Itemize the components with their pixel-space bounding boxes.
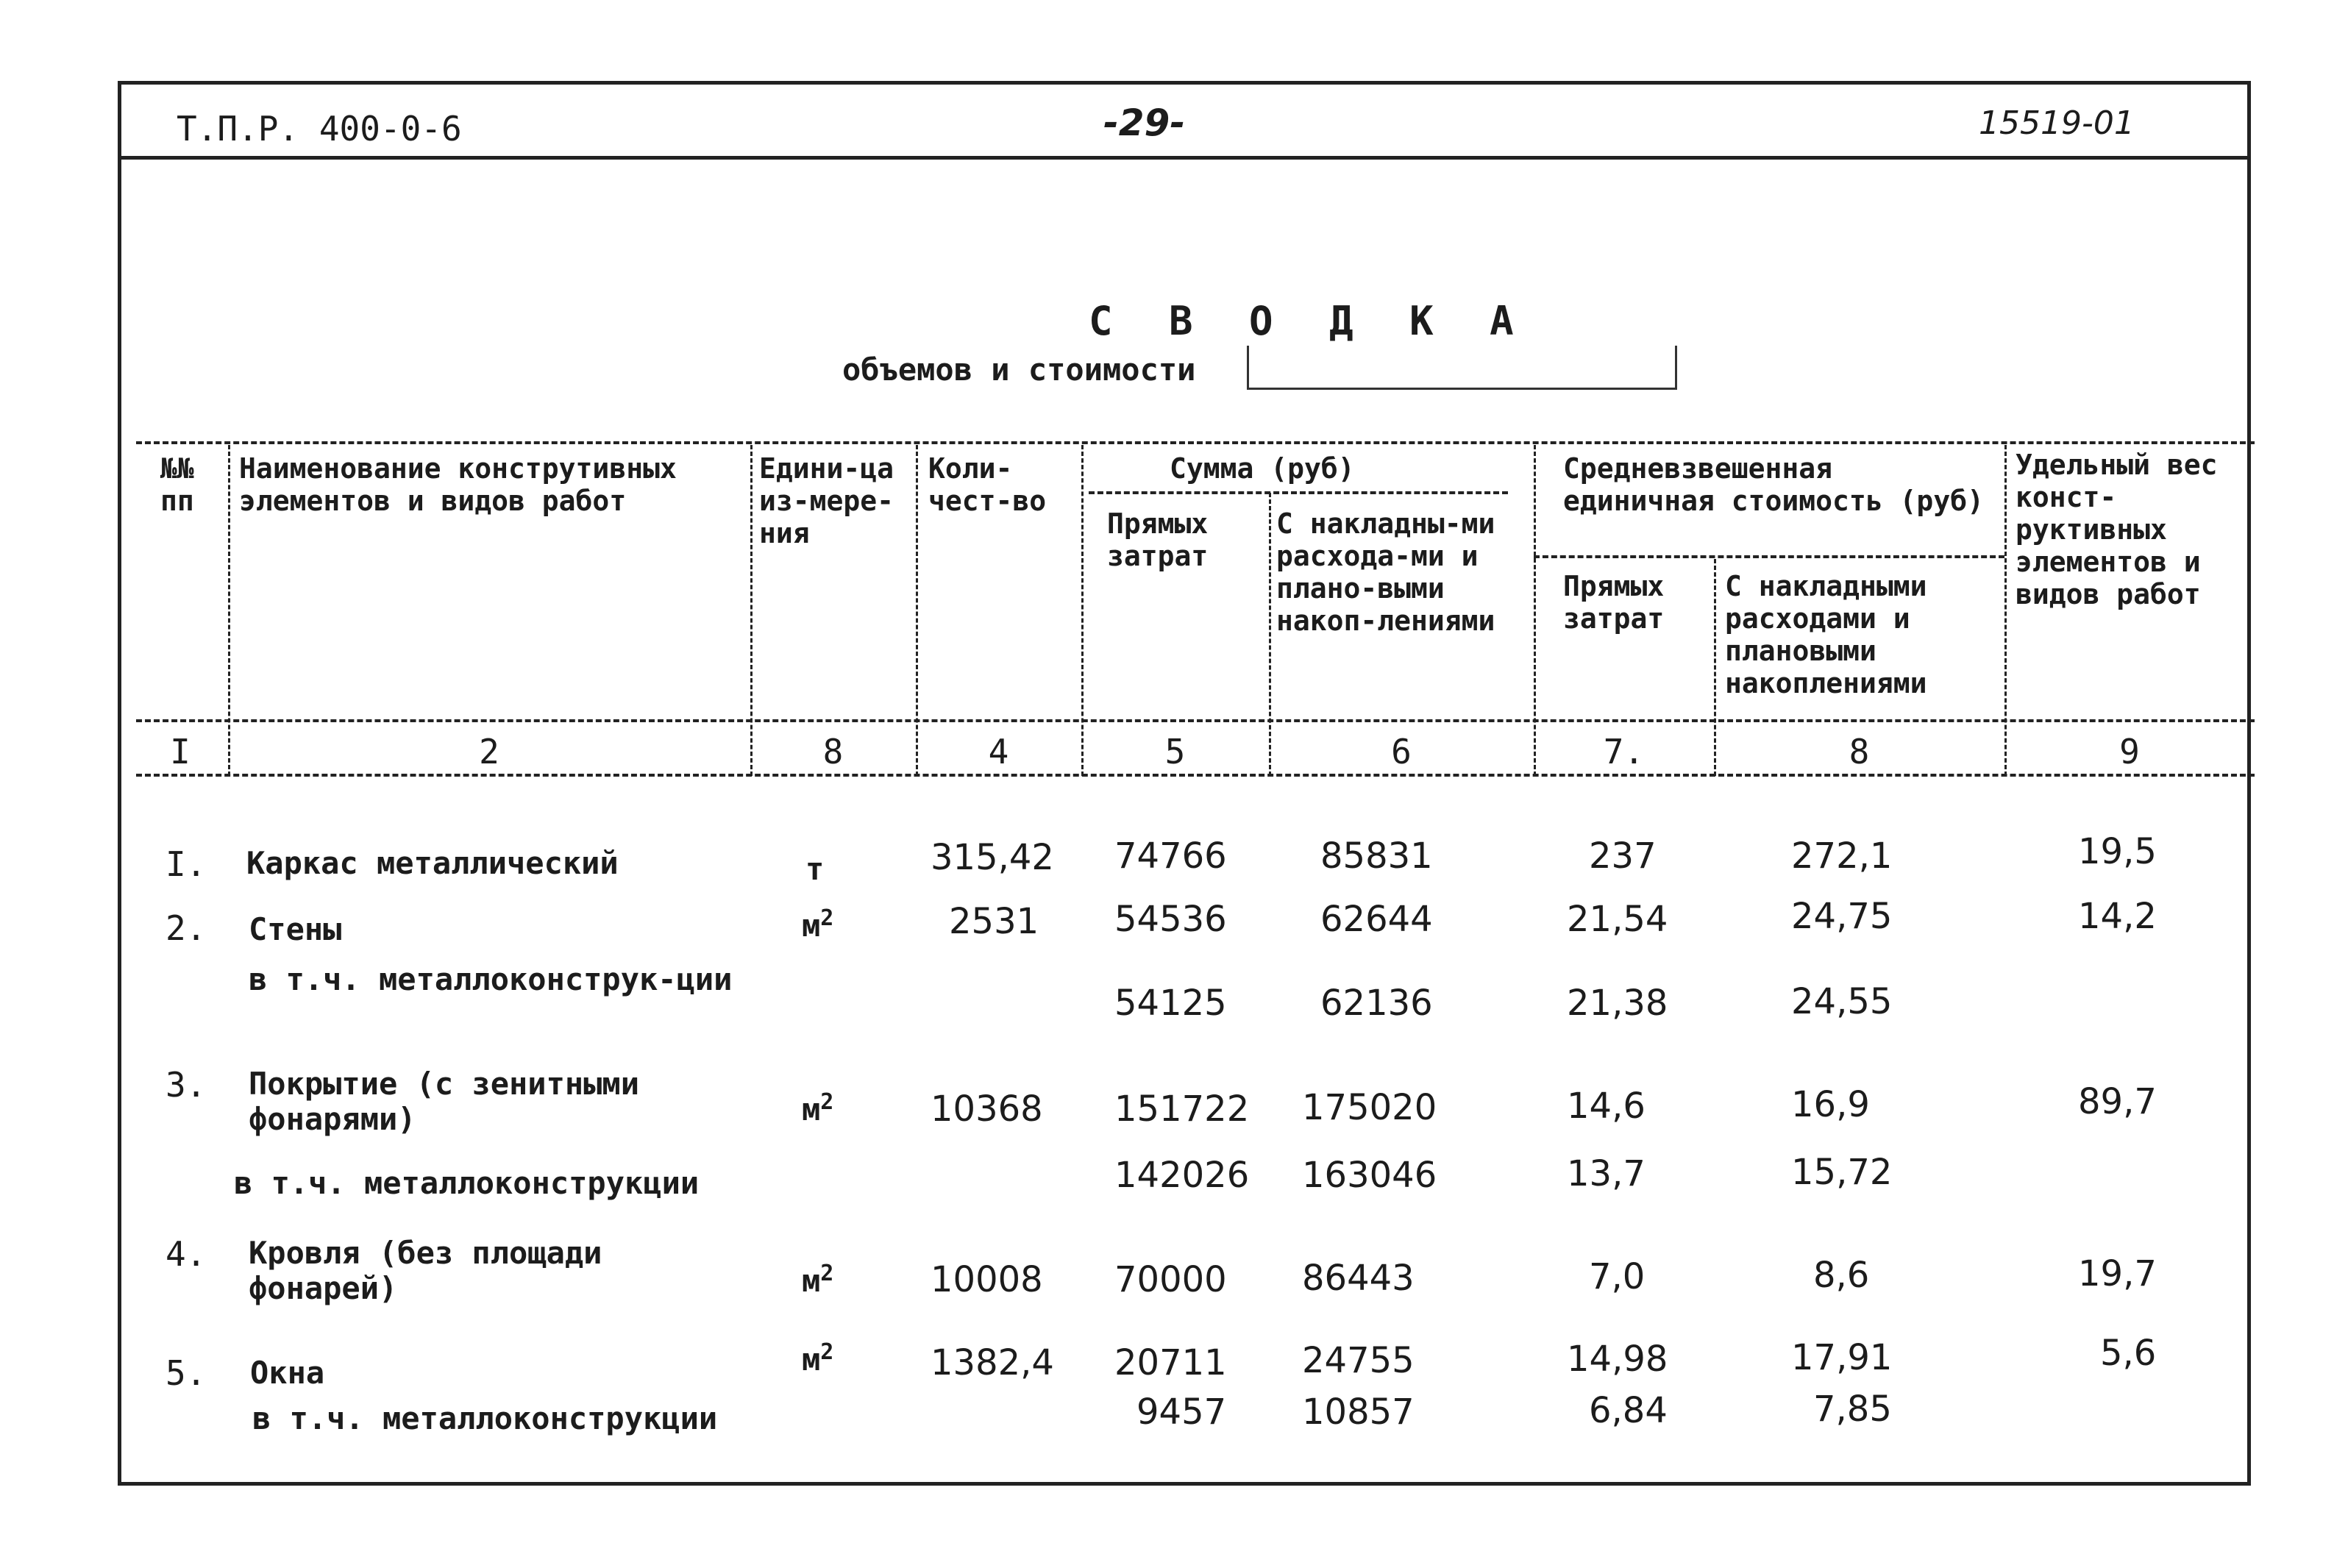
- sum-group-rule: [1089, 491, 1508, 494]
- header-col-5: Прямых затрат: [1107, 507, 1209, 572]
- col-divider: [916, 445, 918, 776]
- column-number: 5: [1164, 732, 1186, 771]
- row-number: I.: [166, 844, 207, 884]
- column-number: I: [170, 732, 191, 771]
- header-sum-group: Сумма (руб): [1170, 452, 1355, 485]
- row-name: Кровля (без площади фонарей): [249, 1235, 602, 1306]
- row-avg-direct: 6,84: [1589, 1390, 1668, 1431]
- row-name: Каркас металлический: [246, 845, 619, 881]
- page-number: -29-: [1103, 101, 1186, 144]
- header-col-6: С накладны-ми расхода-ми и плано-выми накоп-лениями: [1276, 507, 1495, 637]
- row-avg-direct: 21,54: [1567, 899, 1668, 940]
- row-direct-cost: 9457: [1136, 1391, 1227, 1433]
- row-unit: $м^2$: [802, 1261, 834, 1299]
- row-number: 3.: [166, 1065, 207, 1105]
- header-avg-group: Средневзвешенная единичная стоимость (руб): [1563, 452, 1984, 517]
- blank-field: [1247, 346, 1677, 390]
- column-number: 8: [822, 732, 844, 771]
- row-avg-direct: 13,7: [1567, 1153, 1646, 1194]
- row-unit: т: [805, 851, 825, 887]
- row-quantity: 1382,4: [931, 1342, 1054, 1383]
- row-share: 89,7: [2078, 1081, 2157, 1122]
- row-number: 4.: [166, 1234, 207, 1274]
- row-number: 5.: [166, 1353, 207, 1393]
- row-unit: $м^2$: [802, 905, 834, 944]
- header-col-7: Прямых затрат: [1563, 570, 1665, 635]
- row-direct-cost: 54536: [1114, 899, 1227, 940]
- row-quantity: 10368: [931, 1088, 1043, 1130]
- header-mid-rule: [136, 719, 2255, 722]
- header-rule: [118, 156, 2251, 160]
- col-divider: [750, 445, 753, 776]
- row-direct-cost: 74766: [1114, 835, 1227, 877]
- row-name: Окна: [250, 1355, 325, 1391]
- col-divider: [1269, 493, 1271, 776]
- row-avg-overhead: 24,75: [1791, 896, 1893, 937]
- column-number: 4: [988, 732, 1009, 771]
- col-divider: [2004, 445, 2007, 776]
- column-number: 6: [1391, 732, 1412, 771]
- row-avg-overhead: 7,85: [1813, 1389, 1892, 1430]
- row-overhead-cost: 10857: [1302, 1391, 1415, 1433]
- col-divider: [228, 445, 230, 776]
- row-overhead-cost: 85831: [1320, 835, 1433, 877]
- header-col-2: Наименование конструтивных элементов и видов работ: [239, 452, 677, 517]
- row-overhead-cost: 24755: [1302, 1340, 1415, 1381]
- row-unit: $м^2$: [802, 1339, 834, 1378]
- row-overhead-cost: 175020: [1302, 1087, 1437, 1128]
- row-avg-direct: 14,98: [1567, 1339, 1668, 1380]
- col-divider: [1534, 445, 1536, 776]
- row-avg-overhead: 15,72: [1791, 1152, 1893, 1193]
- row-name: Стены: [249, 911, 342, 947]
- row-overhead-cost: 163046: [1302, 1155, 1437, 1196]
- column-number: 7.: [1603, 732, 1645, 771]
- row-name: Покрытие (с зенитными фонарями): [249, 1066, 640, 1137]
- column-number: 2: [479, 732, 499, 771]
- row-avg-overhead: 17,91: [1791, 1337, 1893, 1378]
- header-col-1: №№ пп: [160, 452, 194, 517]
- document-code: Т.П.Р. 400-0-6: [177, 109, 462, 149]
- row-avg-overhead: 8,6: [1813, 1255, 1870, 1296]
- row-quantity: 315,42: [931, 837, 1054, 878]
- row-number: 2.: [166, 908, 207, 948]
- avg-group-rule: [1534, 555, 2004, 558]
- col-divider: [1714, 559, 1716, 776]
- column-number: 8: [1849, 732, 1870, 771]
- row-share: 5,6: [2100, 1333, 2157, 1374]
- row-avg-overhead: 272,1: [1791, 835, 1893, 877]
- row-quantity: 2531: [949, 901, 1039, 942]
- row-overhead-cost: 62136: [1320, 983, 1433, 1024]
- row-avg-direct: 7,0: [1589, 1256, 1646, 1297]
- header-col-4: Коли-чест-во: [928, 452, 1047, 517]
- row-avg-direct: 21,38: [1567, 983, 1668, 1024]
- row-direct-cost: 20711: [1114, 1342, 1227, 1383]
- row-share: 19,5: [2078, 831, 2157, 872]
- column-number: 9: [2119, 732, 2140, 771]
- col-divider: [1081, 445, 1084, 776]
- row-name: в т.ч. металлоконструкции: [252, 1400, 718, 1436]
- header-col-8: С накладными расходами и плановыми накоплениями: [1725, 570, 1927, 699]
- row-direct-cost: 151722: [1114, 1088, 1250, 1130]
- row-name: в т.ч. металлоконструк-ции: [249, 961, 733, 997]
- row-direct-cost: 54125: [1114, 983, 1227, 1024]
- row-avg-direct: 237: [1589, 835, 1657, 877]
- row-avg-direct: 14,6: [1567, 1086, 1646, 1127]
- document-number: 15519-01: [1979, 104, 2135, 142]
- header-top-rule: [136, 441, 2255, 444]
- row-overhead-cost: 86443: [1302, 1258, 1415, 1299]
- row-direct-cost: 70000: [1114, 1259, 1227, 1300]
- page-title: С В О Д К А: [1089, 298, 1530, 344]
- row-name: в т.ч. металлоконструкции: [234, 1165, 700, 1201]
- row-quantity: 10008: [931, 1259, 1043, 1300]
- row-avg-overhead: 16,9: [1791, 1084, 1870, 1125]
- page-subtitle: объемов и стоимости: [842, 352, 1196, 388]
- row-unit: $м^2$: [802, 1089, 834, 1127]
- row-share: 19,7: [2078, 1253, 2157, 1294]
- row-avg-overhead: 24,55: [1791, 981, 1893, 1022]
- row-direct-cost: 142026: [1114, 1155, 1250, 1196]
- header-col-9: Удельный вес конст-руктивных элементов и видов работ: [2016, 449, 2218, 610]
- header-col-3: Едини-ца из-мере-ния: [759, 452, 894, 549]
- row-share: 14,2: [2078, 896, 2157, 937]
- header-bottom-rule: [136, 774, 2255, 777]
- row-overhead-cost: 62644: [1320, 899, 1433, 940]
